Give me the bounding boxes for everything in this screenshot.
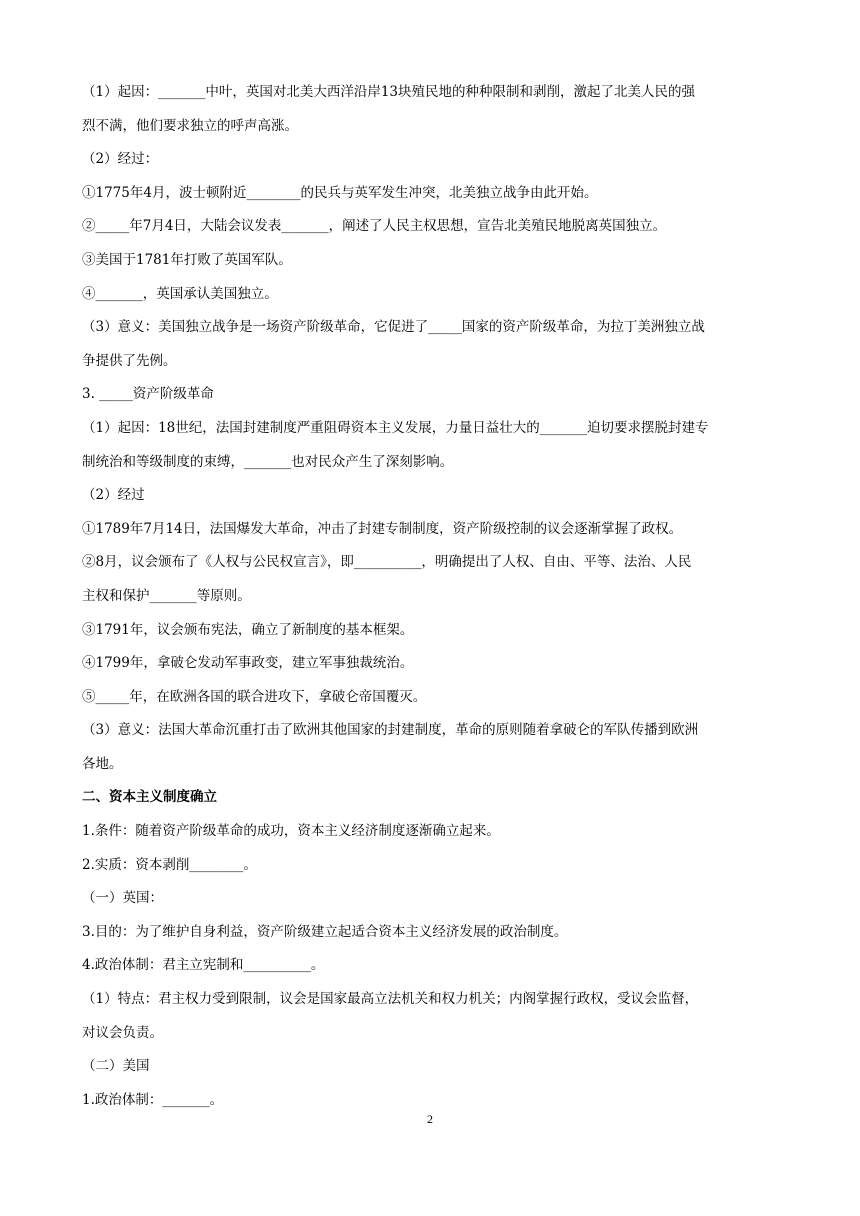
para-fr-significance-line2: 各地。 bbox=[82, 755, 123, 772]
para-purpose: 3.目的：为了维护自身利益，资产阶级建立起适合资本主义经济发展的政治制度。 bbox=[82, 923, 568, 940]
para-cause-line2: 烈不满，他们要求独立的呼声高涨。 bbox=[82, 117, 298, 134]
para-fr-item-5: ⑤_____年，在欧洲各国的联合进攻下，拿破仑帝国覆灭。 bbox=[82, 688, 427, 705]
subsection-uk: （一）英国： bbox=[82, 890, 163, 907]
para-condition: 1.条件：随着资产阶级革命的成功，资本主义经济制度逐渐确立起来。 bbox=[82, 823, 500, 840]
para-fr-item-2-line1: ②8月，议会颁布了《人权与公民权宣言》，即__________，明确提出了人权、自由、平等、法治、人民 bbox=[82, 554, 692, 571]
para-fr-process-label: （2）经过 bbox=[82, 487, 145, 504]
para-fr-cause-line1: （1）起因：18世纪，法国封建制度严重阻碍资本主义发展，力量日益壮大的_______迫切要求摆脱封建专 bbox=[82, 419, 709, 436]
para-fr-significance-line1: （3）意义：法国大革命沉重打击了欧洲其他国家的封建制度，革命的原则随着拿破仑的军队传播到欧洲 bbox=[82, 722, 699, 739]
page-number: 2 bbox=[427, 1112, 433, 1126]
para-essence: 2.实质：资本剥削________。 bbox=[82, 856, 257, 873]
para-us-system: 1.政治体制：_______。 bbox=[82, 1091, 224, 1108]
para-fr-item-2-line2: 主权和保护_______等原则。 bbox=[82, 587, 251, 604]
para-fr-item-4: ④1799年，拿破仑发动军事政变，建立军事独裁统治。 bbox=[82, 655, 414, 672]
para-fr-item-3: ③1791年，议会颁布宪法，确立了新制度的基本框架。 bbox=[82, 621, 414, 638]
para-cause-line1: （1）起因：_______中叶，英国对北美大西洋沿岸13块殖民地的种种限制和剥削，激起了北美人民的强 bbox=[82, 84, 696, 100]
subsection-us: （二）美国 bbox=[82, 1058, 150, 1075]
para-uk-feature-line2: 对议会负责。 bbox=[82, 1024, 163, 1041]
para-item-3: ③美国于1781年打败了英国军队。 bbox=[82, 251, 292, 268]
para-fr-item-1: ①1789年7月14日，法国爆发大革命，冲击了封建专制制度，资产阶级控制的议会逐渐掌握了政权。 bbox=[82, 520, 683, 537]
para-significance-line2: 争提供了先例。 bbox=[82, 352, 177, 369]
para-process-label: （2）经过： bbox=[82, 151, 159, 168]
para-item-1: ①1775年4月，波士顿附近________的民兵与英军发生冲突，北美独立战争由此开始。 bbox=[82, 184, 598, 201]
section-heading: 二、资本主义制度确立 bbox=[82, 789, 217, 806]
para-significance-line1: （3）意义：美国独立战争是一场资产阶级革命，它促进了_____国家的资产阶级革命，为拉丁美洲独立战 bbox=[82, 319, 705, 336]
section-3-title: 3. _____资产阶级革命 bbox=[82, 386, 214, 403]
para-item-2: ②_____年7月4日，大陆会议发表_______，阐述了人民主权思想，宣告北美殖民地脱离英国独立。 bbox=[82, 218, 667, 235]
para-fr-cause-line2: 制统治和等级制度的束缚，_______也对民众产生了深刻影响。 bbox=[82, 453, 454, 470]
para-item-4: ④_______，英国承认美国独立。 bbox=[82, 285, 278, 302]
para-uk-system: 4.政治体制：君主立宪制和__________。 bbox=[82, 957, 325, 974]
document-body bbox=[82, 76, 782, 1117]
para-uk-feature-line1: （1）特点：君主权力受到限制，议会是国家最高立法机关和权力机关；内阁掌握行政权，受议会监督， bbox=[82, 991, 699, 1008]
